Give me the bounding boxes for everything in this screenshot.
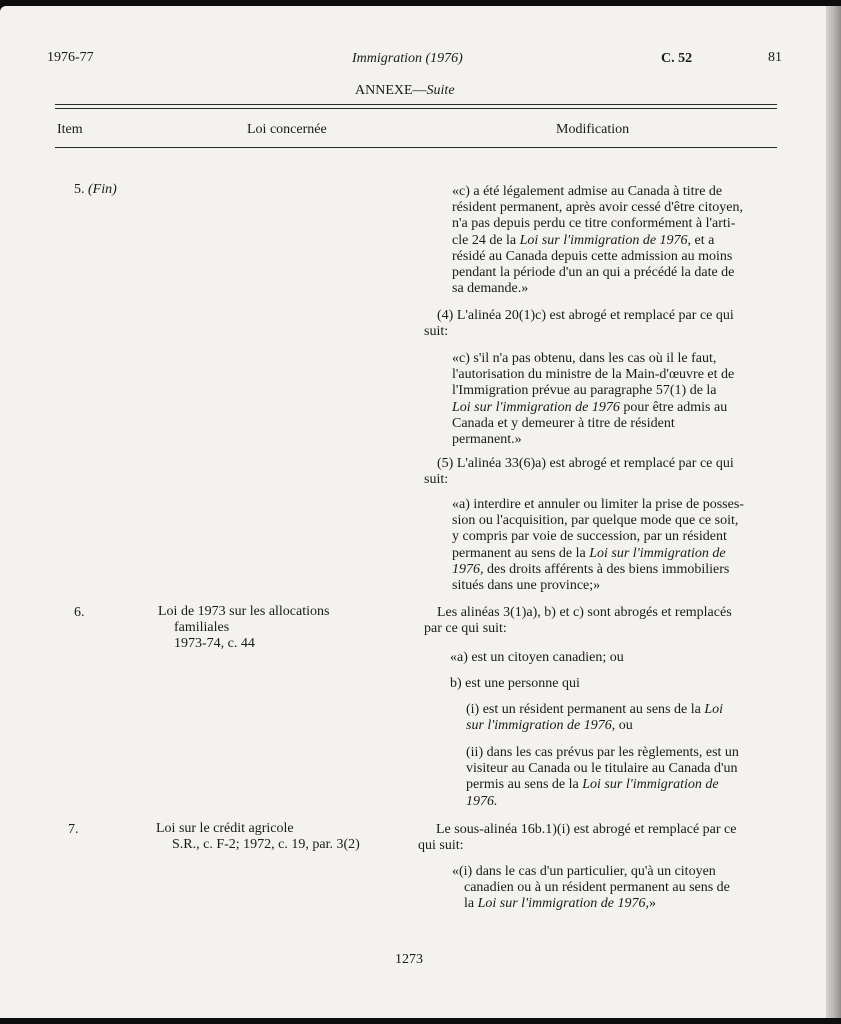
- text-line: permanent au sens de la Loi sur l'immigration de: [452, 545, 726, 561]
- text-line: (5) L'alinéa 33(6)a) est abrogé et remplacé par ce qui: [437, 456, 734, 471]
- item-6-paragraph-a: «a) est un citoyen canadien; ou: [450, 650, 624, 665]
- text-line: la Loi sur l'immigration de 1976,»: [464, 896, 657, 912]
- item-5-number: [74, 182, 117, 198]
- header-rule-bottom: [55, 147, 777, 148]
- annex-suite: Suite: [426, 83, 455, 98]
- text-line: (ii) dans les cas prévus par les règlements, est un: [466, 745, 739, 760]
- text-line: Canada et y demeurer à titre de résident: [452, 415, 675, 431]
- act-name-line: familiales: [174, 620, 230, 635]
- text-line: Les alinéas 3(1)a), b) et c) sont abrogés et remplacés: [437, 605, 732, 620]
- item-5-paragraph-c2: [452, 351, 776, 448]
- act-citation: S.R., c. F-2; 1972, c. 19, par. 3(2): [172, 837, 360, 852]
- text-line: Loi sur l'immigration de 1976 pour être admis au: [452, 399, 728, 415]
- item-7-subparagraph-i: [452, 864, 772, 913]
- text-line: suit:: [424, 472, 449, 488]
- item-7-number: 7.: [68, 822, 79, 837]
- document-page: [0, 6, 826, 1018]
- text-line: 1976.: [466, 793, 498, 809]
- text-line: permanent.»: [452, 432, 522, 448]
- text-line: par ce qui suit:: [424, 621, 507, 637]
- item-6-subparagraph-ii: [466, 745, 776, 810]
- item-7-act: [156, 821, 360, 853]
- text-line: pendant la période d'un an qui a précédé la date de: [452, 265, 735, 281]
- header-rule-top-2: [55, 108, 777, 109]
- text-line: «c) s'il n'a pas obtenu, dans les cas où il le faut,: [452, 351, 717, 366]
- book-gutter: [826, 6, 841, 1018]
- text-line: qui suit:: [418, 838, 464, 854]
- text-line: permis au sens de la Loi sur l'immigration de: [466, 777, 719, 793]
- column-header-item: Item: [57, 122, 83, 137]
- text-line: résidé au Canada depuis cette admission au moins: [452, 248, 733, 264]
- column-header-modification: Modification: [556, 122, 630, 137]
- text-line: l'Immigration prévue au paragraphe 57(1) de la: [452, 383, 717, 399]
- act-citation: 1973-74, c. 44: [174, 636, 255, 651]
- text-line: n'a pas depuis perdu ce titre conformément à l'arti-: [452, 216, 736, 232]
- text-line: suit:: [424, 324, 449, 340]
- item-5-paragraph-a: [452, 497, 776, 594]
- footer-page-number: 1273: [395, 952, 423, 967]
- item-6-number: 6.: [74, 605, 85, 620]
- item-7-intro: [418, 822, 776, 854]
- text-line: «(i) dans le cas d'un particulier, qu'à un citoyen: [452, 864, 716, 879]
- item-5-num: 5.: [74, 182, 85, 197]
- annex-label: ANNEXE—: [355, 83, 427, 98]
- header-chapter: C. 52: [661, 51, 693, 66]
- text-line: canadien ou à un résident permanent au sens de: [464, 880, 730, 896]
- text-line: (4) L'alinéa 20(1)c) est abrogé et remplacé par ce qui: [437, 308, 734, 323]
- text-line: sion ou l'acquisition, par quelque mode que ce soit,: [452, 513, 739, 529]
- text-line: cle 24 de la Loi sur l'immigration de 1976, et a: [452, 232, 715, 248]
- item-6-intro: [424, 605, 776, 637]
- item-6-act: [158, 604, 329, 652]
- text-line: résident permanent, après avoir cessé d'être citoyen,: [452, 200, 743, 216]
- item-6-paragraph-b: b) est une personne qui: [450, 676, 580, 691]
- text-line: (i) est un résident permanent au sens de la Loi: [466, 702, 723, 717]
- text-line: «a) interdire et annuler ou limiter la prise de posses-: [452, 497, 744, 512]
- column-header-act: Loi concernée: [247, 122, 327, 137]
- header-years: 1976-77: [47, 50, 94, 65]
- header-act-title: Immigration (1976): [352, 51, 463, 66]
- item-5-subsection-4: [424, 308, 776, 340]
- text-line: l'autorisation du ministre de la Main-d'œuvre et de: [452, 367, 735, 383]
- text-line: sa demande.»: [452, 281, 529, 297]
- header-page-number: 81: [768, 50, 782, 65]
- text-line: Le sous-alinéa 16b.1)(i) est abrogé et remplacé par ce: [436, 822, 737, 837]
- text-line: sur l'immigration de 1976, ou: [466, 718, 633, 734]
- item-5-paragraph-c: [452, 184, 776, 297]
- item-5-fin: (Fin): [88, 182, 117, 197]
- act-name-line: Loi de 1973 sur les allocations: [158, 604, 330, 619]
- text-line: «c) a été légalement admise au Canada à titre de: [452, 184, 723, 199]
- text-line: y compris par voie de succession, par un résident: [452, 529, 727, 545]
- item-6-subparagraph-i: [466, 702, 776, 734]
- text-line: situés dans une province;»: [452, 578, 601, 594]
- act-name-line: Loi sur le crédit agricole: [156, 821, 294, 836]
- header-rule-top: [55, 104, 777, 105]
- annex-heading: [355, 83, 455, 99]
- text-line: 1976, des droits afférents à des biens immobiliers: [452, 561, 730, 577]
- item-5-subsection-5: [424, 456, 776, 488]
- text-line: visiteur au Canada ou le titulaire au Canada d'un: [466, 761, 738, 777]
